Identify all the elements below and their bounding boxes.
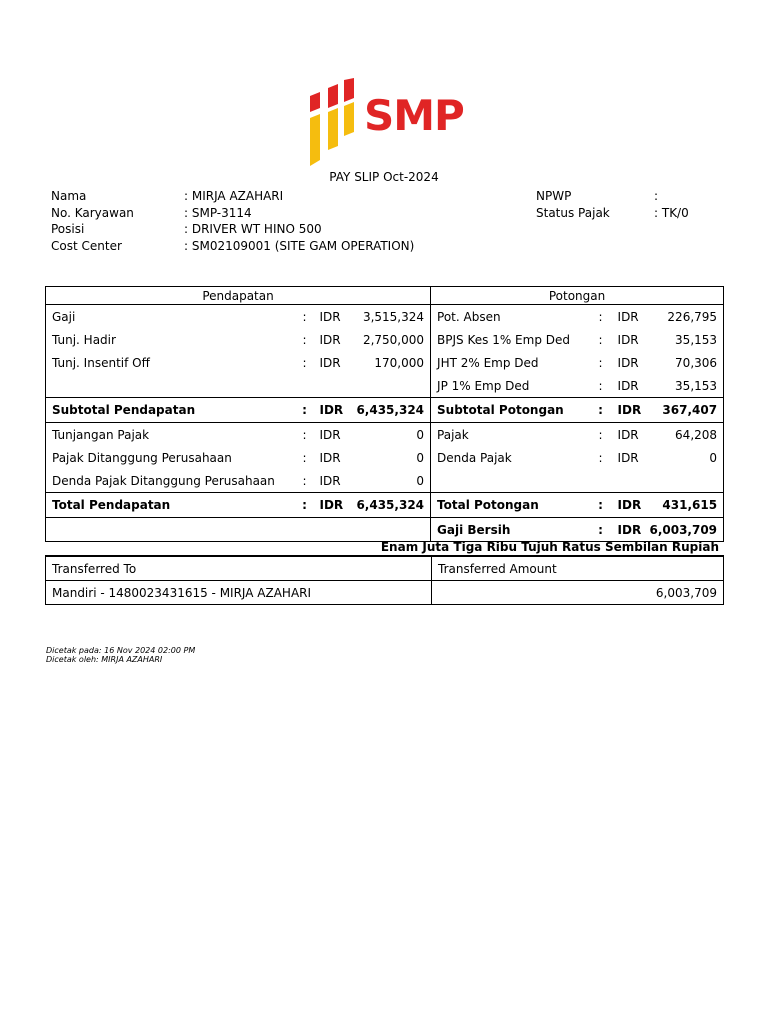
separator: : xyxy=(590,493,612,518)
info-row-cost-center xyxy=(51,238,414,255)
info-value: : DRIVER WT HINO 500 xyxy=(184,222,322,236)
subtotal-income-label: Subtotal Pendapatan xyxy=(46,398,296,423)
total-income-amount: 6,435,324 xyxy=(344,493,431,518)
tax-info xyxy=(536,188,689,221)
deduction-amount: 35,153 xyxy=(642,374,724,398)
total-income-label: Total Pendapatan xyxy=(46,493,296,518)
deduction-amount: 226,795 xyxy=(642,305,724,329)
info-value: : xyxy=(654,189,659,203)
currency: IDR xyxy=(617,309,639,324)
total-row xyxy=(46,493,724,518)
currency: IDR xyxy=(617,332,639,347)
separator: : xyxy=(590,518,612,542)
net-pay-label: Gaji Bersih xyxy=(431,518,590,542)
transferred-amount-value: 6,003,709 xyxy=(432,581,724,605)
net-pay-row xyxy=(46,518,724,542)
income-label: Tunj. Insentif Off xyxy=(46,351,296,374)
separator: : xyxy=(598,378,603,393)
currency: IDR xyxy=(319,309,341,324)
info-row-position xyxy=(51,221,414,238)
info-label: Nama xyxy=(51,189,87,203)
currency: IDR xyxy=(314,398,344,423)
deduction-label: Pajak xyxy=(437,427,469,442)
table-row xyxy=(46,446,724,469)
table-row xyxy=(46,351,724,374)
separator: : xyxy=(598,309,603,324)
info-label: NPWP xyxy=(536,189,572,203)
separator: : xyxy=(302,473,307,488)
income-amount: 170,000 xyxy=(344,351,431,374)
info-value: : MIRJA AZAHARI xyxy=(184,189,284,203)
income-label: Tunjangan Pajak xyxy=(46,423,296,447)
transferred-to-header: Transferred To xyxy=(46,556,432,581)
separator: : xyxy=(296,493,314,518)
transfer-row xyxy=(46,581,724,605)
info-row-name xyxy=(51,188,414,205)
currency: IDR xyxy=(617,427,639,442)
deduction-label: Pot. Absen xyxy=(437,309,501,324)
separator: : xyxy=(598,332,603,347)
currency: IDR xyxy=(617,450,639,465)
total-deduction-label: Total Potongan xyxy=(431,493,590,518)
income-label: Pajak Ditanggung Perusahaan xyxy=(46,446,296,469)
separator: : xyxy=(598,427,603,442)
subtotal-income-amount: 6,435,324 xyxy=(344,398,431,423)
table-row xyxy=(46,305,724,329)
info-label: Status Pajak xyxy=(536,205,610,220)
deduction-label: JHT 2% Emp Ded xyxy=(437,355,539,370)
income-amount: 0 xyxy=(344,469,431,493)
transfer-header-row xyxy=(46,556,724,581)
currency: IDR xyxy=(612,493,642,518)
net-pay-amount: 6,003,709 xyxy=(642,518,724,542)
currency: IDR xyxy=(617,378,639,393)
currency: IDR xyxy=(314,493,344,518)
separator: : xyxy=(590,398,612,423)
subtotal-deduction-amount: 367,407 xyxy=(642,398,724,423)
deduction-amount: 35,153 xyxy=(642,328,724,351)
total-deduction-amount: 431,615 xyxy=(642,493,724,518)
currency: IDR xyxy=(319,427,341,442)
info-label: Posisi xyxy=(51,222,85,236)
print-footer xyxy=(46,646,195,664)
info-label: No. Karyawan xyxy=(51,205,134,220)
income-amount: 0 xyxy=(344,446,431,469)
page-title: PAY SLIP Oct-2024 xyxy=(329,170,439,184)
separator: : xyxy=(302,355,307,370)
income-amount: 0 xyxy=(344,423,431,447)
info-value: : SM02109001 (SITE GAM OPERATION) xyxy=(184,238,415,253)
currency: IDR xyxy=(319,332,341,347)
table-row xyxy=(46,423,724,447)
info-value: : TK/0 xyxy=(654,205,689,220)
separator: : xyxy=(302,427,307,442)
subtotal-deduction-label: Subtotal Potongan xyxy=(431,398,590,423)
income-label: Denda Pajak Ditanggung Perusahaan xyxy=(46,469,296,493)
income-header: Pendapatan xyxy=(46,287,431,305)
income-label: Tunj. Hadir xyxy=(46,328,296,351)
transferred-amount-header: Transferred Amount xyxy=(432,556,724,581)
separator: : xyxy=(302,450,307,465)
printed-at: Dicetak pada: 16 Nov 2024 02:00 PM xyxy=(46,646,196,655)
payslip-table xyxy=(45,286,724,542)
deduction-amount: 64,208 xyxy=(642,423,724,447)
employee-info xyxy=(51,188,414,254)
separator: : xyxy=(598,355,603,370)
table-row xyxy=(46,374,724,398)
info-row-tax-status xyxy=(536,205,689,222)
amount-in-words: Enam Juta Tiga Ribu Tujuh Ratus Sembilan Rupiah xyxy=(380,540,719,554)
currency: IDR xyxy=(319,355,341,370)
table-row xyxy=(46,328,724,351)
table-row xyxy=(46,469,724,493)
info-row-npwp xyxy=(536,188,689,205)
separator: : xyxy=(296,398,314,423)
income-label: Gaji xyxy=(46,305,296,329)
currency: IDR xyxy=(617,355,639,370)
transfer-table xyxy=(45,555,724,605)
logo-text: SMP xyxy=(364,91,464,140)
separator: : xyxy=(598,450,603,465)
income-amount: 2,750,000 xyxy=(344,328,431,351)
currency: IDR xyxy=(612,398,642,423)
printed-by: Dicetak oleh: MIRJA AZAHARI xyxy=(46,655,163,664)
deduction-label: BPJS Kes 1% Emp Ded xyxy=(437,332,570,347)
separator: : xyxy=(302,332,307,347)
currency: IDR xyxy=(319,473,341,488)
deduction-amount: 70,306 xyxy=(642,351,724,374)
info-label: Cost Center xyxy=(51,238,122,253)
transferred-to-value: Mandiri - 1480023431615 - MIRJA AZAHARI xyxy=(46,581,432,605)
info-value: : SMP-3114 xyxy=(184,205,252,220)
separator: : xyxy=(302,309,307,324)
deduction-label: Denda Pajak xyxy=(437,450,512,465)
subtotal-row xyxy=(46,398,724,423)
income-amount: 3,515,324 xyxy=(344,305,431,329)
currency: IDR xyxy=(612,518,642,542)
table-header-row xyxy=(46,287,724,305)
deduction-amount: 0 xyxy=(642,446,724,469)
deduction-header: Potongan xyxy=(431,287,724,305)
currency: IDR xyxy=(319,450,341,465)
deduction-label: JP 1% Emp Ded xyxy=(437,378,530,393)
company-logo xyxy=(306,78,466,170)
info-row-employee-number xyxy=(51,205,414,222)
